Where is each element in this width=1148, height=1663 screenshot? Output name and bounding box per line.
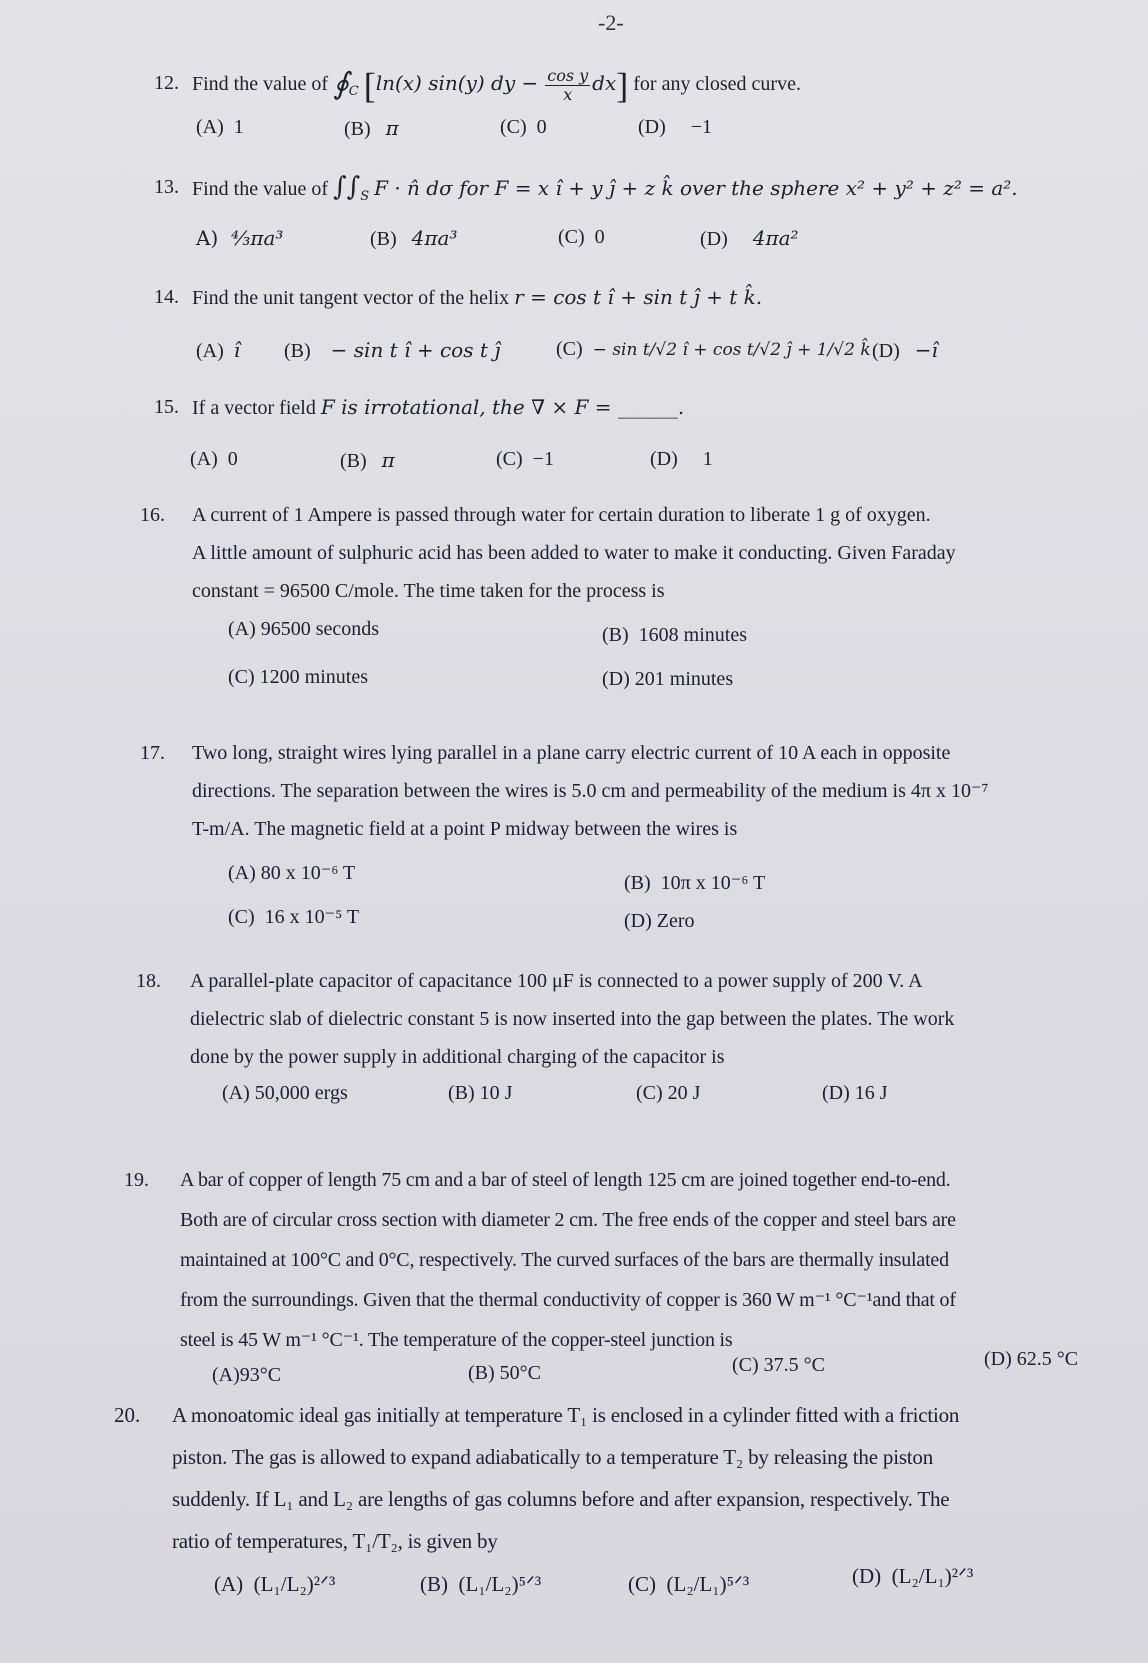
option-d[interactable]: (D) 62.5 °C [984, 1348, 1079, 1370]
question-line: A little amount of sulphuric acid has been added to water to make it conducting. Given Faraday [192, 542, 956, 564]
option-c[interactable]: (C) 20 J [636, 1082, 701, 1104]
question-number: 20. [114, 1403, 141, 1427]
option-c[interactable]: (C) 37.5 °C [732, 1354, 826, 1376]
question-line: ratio of temperatures, T₁/T₂, is given by [172, 1529, 498, 1553]
question-line: from the surroundings. Given that the thermal conductivity of copper is 360 W m⁻¹ °C⁻¹and that of [180, 1289, 956, 1311]
option-a[interactable]: (A) 80 x 10⁻⁶ T [228, 862, 356, 884]
option-b[interactable]: (B) π [344, 116, 399, 140]
option-a[interactable]: (A) 50,000 ergs [222, 1082, 348, 1104]
option-c[interactable]: (C) − sin t/√2 î + cos t/√2 ĵ + 1/√2 k̂ [556, 338, 871, 360]
question-line: A monoatomic ideal gas initially at temperature T₁ is enclosed in a cylinder fitted with a friction [172, 1403, 960, 1427]
question-number: 15. [154, 396, 179, 418]
question-text-end: for any closed curve. [633, 73, 801, 95]
question-line: Both are of circular cross section with diameter 2 cm. The free ends of the copper and steel bars are [180, 1209, 956, 1231]
question-line: directions. The separation between the wires is 5.0 cm and permeability of the medium is 4π x 10⁻⁷ [192, 780, 989, 802]
question-20 [114, 1394, 1148, 1574]
option-c[interactable]: (C) 16 x 10⁻⁵ T [228, 906, 360, 928]
options-12 [196, 116, 1096, 146]
option-d[interactable]: (D) (L₂/L₁)²ᐟ³ [852, 1564, 974, 1588]
option-b[interactable]: (B) (L₁/L₂)⁵ᐟ³ [420, 1572, 542, 1596]
question-line: maintained at 100°C and 0°C, respectively. The curved surfaces of the bars are thermally insulated [180, 1249, 949, 1271]
question-number: 17. [140, 742, 165, 764]
option-d[interactable]: (D) 16 J [822, 1082, 888, 1104]
option-b[interactable]: (B) − sin t î + cos t ĵ [284, 338, 501, 362]
question-15 [154, 388, 1134, 428]
question-number: 16. [140, 504, 165, 526]
helix-expression: r = cos t î + sin t ĵ + t k̂. [514, 285, 763, 309]
options-19 [212, 1348, 1079, 1386]
question-text: Find the value of [192, 178, 329, 200]
option-c[interactable]: (C) (L₂/L₁)⁵ᐟ³ [628, 1572, 750, 1596]
option-d[interactable]: (D) 4πa² [700, 226, 799, 250]
question-18 [136, 962, 1136, 1082]
options-18 [222, 1082, 922, 1112]
question-text: Find the value of [192, 73, 329, 95]
integrand: ln(x) sin(y) dy − [375, 71, 539, 95]
question-line: Two long, straight wires lying parallel in a plane carry electric current of 10 A each in opposite [192, 742, 951, 764]
option-c[interactable]: (C) 0 [558, 226, 605, 248]
options-16 [228, 618, 928, 698]
question-text: If a vector field [192, 397, 316, 419]
question-number: 13. [154, 176, 179, 198]
page-number: -2- [598, 10, 624, 35]
question-line: A bar of copper of length 75 cm and a bar of steel of length 125 cm are joined together end-to-end. [180, 1169, 951, 1191]
option-d[interactable]: (D) Zero [624, 910, 695, 932]
options-13 [196, 226, 1096, 256]
question-line: steel is 45 W m⁻¹ °C⁻¹. The temperature of the copper-steel junction is [180, 1329, 733, 1351]
question-19 [124, 1160, 1144, 1360]
option-b[interactable]: (B) 1608 minutes [602, 624, 748, 646]
option-b[interactable]: (B) π [340, 448, 395, 472]
question-12: 12. Find the value of $∮_C$ [ln(x) sin(y) dy − $\frac{\text{cos y}}{x}$ dx] for any closed curve. [154, 65, 801, 106]
question-number: 14. [154, 286, 179, 308]
question-line: A parallel-plate capacitor of capacitance 100 μF is connected to a power supply of 200 V. A [190, 970, 923, 992]
question-line: constant = 96500 C/mole. The time taken for the process is [192, 580, 665, 602]
option-d[interactable]: (D) −î [872, 338, 938, 362]
fraction: $\frac{\text{cos y}}{x}$ [547, 65, 589, 104]
option-b[interactable]: (B) 10π x 10⁻⁶ T [624, 872, 766, 894]
option-a[interactable]: (A) î [196, 338, 241, 362]
option-a[interactable]: (A) 1 [196, 116, 244, 138]
option-d[interactable]: (D) 201 minutes [602, 668, 734, 690]
question-text: Find the unit tangent vector of the helix [192, 287, 510, 309]
integrand: F · n̂ dσ for F = x î + y ĵ + z k̂ over the sphere x² + y² + z² = a². [374, 176, 1018, 200]
option-b[interactable]: (B) 4πa³ [370, 226, 458, 250]
option-a[interactable]: (A)93°C [212, 1364, 282, 1386]
curl-expression: F is irrotational, the ∇ × F = ______. [320, 395, 685, 419]
question-line: T-m/A. The magnetic field at a point P midway between the wires is [192, 818, 738, 840]
question-14 [154, 278, 1134, 318]
surface-integral-symbol: $\int\int_S$ [333, 172, 370, 204]
option-d[interactable]: (D) −1 [638, 116, 713, 138]
options-14 [196, 338, 1116, 368]
question-line: piston. The gas is allowed to expand adiabatically to a temperature T₂ by releasing the piston [172, 1445, 934, 1469]
question-line: A current of 1 Ampere is passed through water for certain duration to liberate 1 g of oxygen. [192, 504, 931, 526]
question-16 [140, 496, 1140, 616]
option-d[interactable]: (D) 1 [650, 448, 713, 470]
option-a[interactable]: (A) 0 [190, 448, 238, 470]
options-20 [214, 1564, 1074, 1602]
option-c[interactable]: (C) 1200 minutes [228, 666, 369, 688]
option-c[interactable]: (C) 0 [500, 116, 547, 138]
option-a[interactable]: (A) (L₁/L₂)²ᐟ³ [214, 1572, 336, 1596]
question-13 [154, 168, 1134, 212]
question-number: 18. [136, 970, 161, 992]
question-17 [140, 734, 1140, 854]
option-b[interactable]: (B) 10 J [448, 1082, 513, 1104]
option-a[interactable]: (A) 96500 seconds [228, 618, 380, 640]
closed-integral-symbol: $∮_C$ [333, 66, 359, 102]
question-line: done by the power supply in additional charging of the capacitor is [190, 1046, 725, 1068]
question-number: 19. [124, 1169, 149, 1191]
options-15 [190, 448, 1090, 478]
question-line: suddenly. If L₁ and L₂ are lengths of gas columns before and after expansion, respectively. The [172, 1487, 950, 1511]
options-17 [228, 860, 928, 940]
question-number: 12. [154, 72, 179, 94]
question-line: dielectric slab of dielectric constant 5 is now inserted into the gap between the plates. The work [190, 1008, 955, 1030]
option-b[interactable]: (B) 50°C [468, 1362, 542, 1384]
option-c[interactable]: (C) −1 [496, 448, 554, 470]
option-a[interactable]: A) ⁴⁄₃πa³ [196, 226, 284, 250]
